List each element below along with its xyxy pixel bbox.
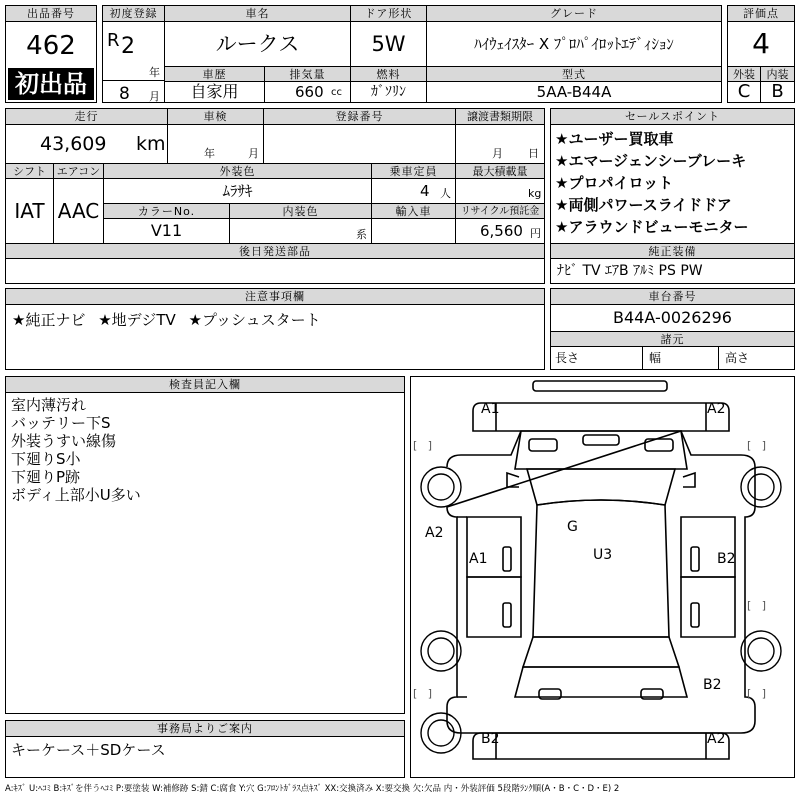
office-label: 事務局よりご案内	[6, 721, 404, 737]
shift-label: シフト	[6, 163, 54, 179]
legend: A:ｷｽﾞ U:ﾍｺﾐ B:ｷｽﾞを伴うﾍｺﾐ P:要塗装 W:補修跡 S:錆 C:腐食 Y:穴 G:ﾌﾛﾝﾄｶﾞﾗｽ点ｷｽﾞ XX:交換済み X:要交換 欠:欠品 内・外装評価 5段階ﾗﾝｸ順(A・B・C・D・E) 2	[5, 784, 620, 794]
inspector-lines	[11, 396, 401, 504]
header-grid	[102, 5, 722, 103]
reg-month-unit: 月	[149, 90, 160, 103]
mark-front-left: A1	[481, 401, 500, 417]
reg-era: R	[107, 30, 120, 51]
mileage-unit: km	[136, 133, 166, 155]
sales-list	[555, 128, 793, 238]
dims-length: 長さ	[551, 347, 643, 369]
door-label: ドア形状	[351, 6, 427, 22]
insp-month-unit: 月	[248, 147, 259, 160]
interior-unit: 系	[356, 228, 367, 241]
sales-label: セールスポイント	[551, 109, 794, 125]
tire-bracket: [ ]	[747, 599, 767, 612]
transfer-label: 譲渡書類期限	[456, 109, 544, 125]
colorno-value: V11	[104, 219, 230, 243]
inspector-line: 下廻りS小	[11, 450, 81, 468]
later-parts-value	[6, 259, 544, 283]
inspector-line: ボディ上部小U多い	[11, 486, 141, 504]
chassis-panel	[550, 288, 795, 370]
int-grade: B	[771, 82, 784, 102]
ext-label: 外装	[728, 66, 761, 82]
dims-width: 幅	[643, 347, 719, 369]
recycle-label: リサイクル預託金	[456, 203, 544, 219]
recycle-unit: 円	[530, 227, 541, 240]
tire-bracket: [ ]	[413, 439, 433, 452]
lot-block	[5, 5, 97, 103]
dims-height: 高さ	[725, 351, 750, 365]
mark-right-door: B2	[717, 551, 736, 567]
mileage-value: 43,609	[40, 133, 107, 155]
lot-number: 462	[26, 31, 76, 61]
notes-label: 注意事項欄	[6, 289, 544, 305]
inspector-line: バッテリー下S	[11, 414, 111, 432]
ac-label: エアコン	[54, 163, 104, 179]
recycle-value: 6,560	[480, 222, 523, 240]
insp-year-unit: 年	[204, 147, 215, 160]
reg-month: 8	[119, 84, 130, 104]
score-block	[727, 5, 795, 103]
tire-bracket: [ ]	[747, 439, 767, 452]
mark-roof-u: U3	[593, 547, 613, 563]
lot-label: 出品番号	[6, 6, 96, 22]
inspector-line: 下廻りP跡	[11, 468, 81, 486]
plate-value	[264, 125, 456, 163]
load-unit: kg	[528, 187, 542, 200]
inspector-line: 外装うすい線傷	[11, 432, 117, 450]
name-label: 車名	[165, 6, 351, 22]
office-value: キーケース＋SDケース	[11, 741, 166, 759]
model-label: 型式	[427, 66, 721, 82]
capacity-unit: 人	[440, 187, 451, 200]
tire-bracket: [ ]	[747, 687, 767, 700]
mark-left-door: A1	[469, 551, 488, 567]
sales-item: ★両側パワースライドドア	[555, 196, 732, 214]
mark-rear-right-fender: B2	[703, 677, 722, 693]
first-listing-badge: 初出品	[8, 68, 94, 100]
colorno-label: カラーNo.	[104, 203, 230, 219]
disp-label: 排気量	[265, 66, 351, 82]
sales-points	[550, 108, 795, 284]
plate-label: 登録番号	[264, 109, 456, 125]
inspection-label: 車検	[168, 109, 264, 125]
ext-grade: C	[728, 82, 761, 102]
sales-item: ★エマージェンシーブレーキ	[555, 152, 747, 170]
color-label: 外装色	[104, 163, 372, 179]
inspector-line: 室内薄汚れ	[11, 396, 87, 414]
car-diagram	[410, 376, 795, 778]
tire-bracket: [ ]	[413, 687, 433, 700]
equipment-label: 純正装備	[551, 243, 794, 259]
transfer-day-unit: 日	[528, 147, 539, 160]
mark-left-quarter: A2	[425, 525, 444, 541]
car-outline	[411, 377, 794, 777]
int-label: 内装	[761, 66, 794, 82]
chassis-label: 車台番号	[551, 289, 794, 305]
ac-value: AAC	[54, 179, 104, 243]
spec-grid	[5, 108, 545, 284]
load-label: 最大積載量	[456, 163, 544, 179]
dims-label: 諸元	[551, 331, 794, 347]
history-value: 自家用	[165, 82, 265, 102]
inspector-label: 検査員記入欄	[6, 377, 404, 393]
door-value: 5W	[351, 22, 427, 66]
office-panel	[5, 720, 405, 778]
shift-value: IAT	[6, 179, 54, 243]
mark-rear-right: A2	[707, 731, 726, 747]
mark-front-right: A2	[707, 401, 726, 417]
history-label: 車歴	[165, 66, 265, 82]
interior-label: 内装色	[230, 203, 372, 219]
notes-panel	[5, 288, 545, 370]
reg-label: 初度登録	[103, 6, 165, 22]
reg-year-unit: 年	[149, 66, 160, 79]
grade-value: ﾊｲｳｪｲｽﾀｰ X ﾌﾟﾛﾊﾟｲﾛｯﾄｴﾃﾞｨｼｮﾝ	[474, 35, 674, 53]
sales-item: ★アラウンドビューモニター	[555, 218, 749, 236]
reg-year: 2	[121, 34, 135, 59]
import-label: 輸入車	[372, 203, 456, 219]
fuel-label: 燃料	[351, 66, 427, 82]
disp-unit: cc	[331, 87, 342, 98]
sales-item: ★ユーザー買取車	[555, 130, 674, 148]
transfer-month-unit: 月	[492, 147, 503, 160]
later-parts-label: 後日発送部品	[6, 243, 544, 259]
capacity-value: 4	[420, 182, 430, 200]
score-label: 評価点	[728, 6, 794, 22]
equipment-value: ﾅﾋﾞ TV ｴｱB ｱﾙﾐ PS PW	[557, 263, 703, 279]
mark-rear-left: B2	[481, 731, 500, 747]
mark-roof-g: G	[567, 519, 578, 535]
sales-item: ★プロパイロット	[555, 174, 674, 192]
inspector-panel	[5, 376, 405, 714]
model-value: 5AA-B44A	[536, 83, 612, 101]
grade-label: グレード	[427, 6, 721, 22]
chassis-value: B44A-0026296	[613, 308, 732, 327]
score-value: 4	[752, 27, 770, 60]
import-value	[372, 219, 456, 243]
fuel-value: ｶﾞｿﾘﾝ	[351, 82, 427, 102]
car-name: ルークス	[165, 22, 351, 66]
capacity-label: 乗車定員	[372, 163, 456, 179]
notes-value: ★純正ナビ ★地デジTV ★プッシュスタート	[12, 311, 321, 329]
color-value: ﾑﾗｻｷ	[104, 179, 372, 203]
mileage-label: 走行	[6, 109, 168, 125]
disp-value: 660	[295, 83, 324, 101]
